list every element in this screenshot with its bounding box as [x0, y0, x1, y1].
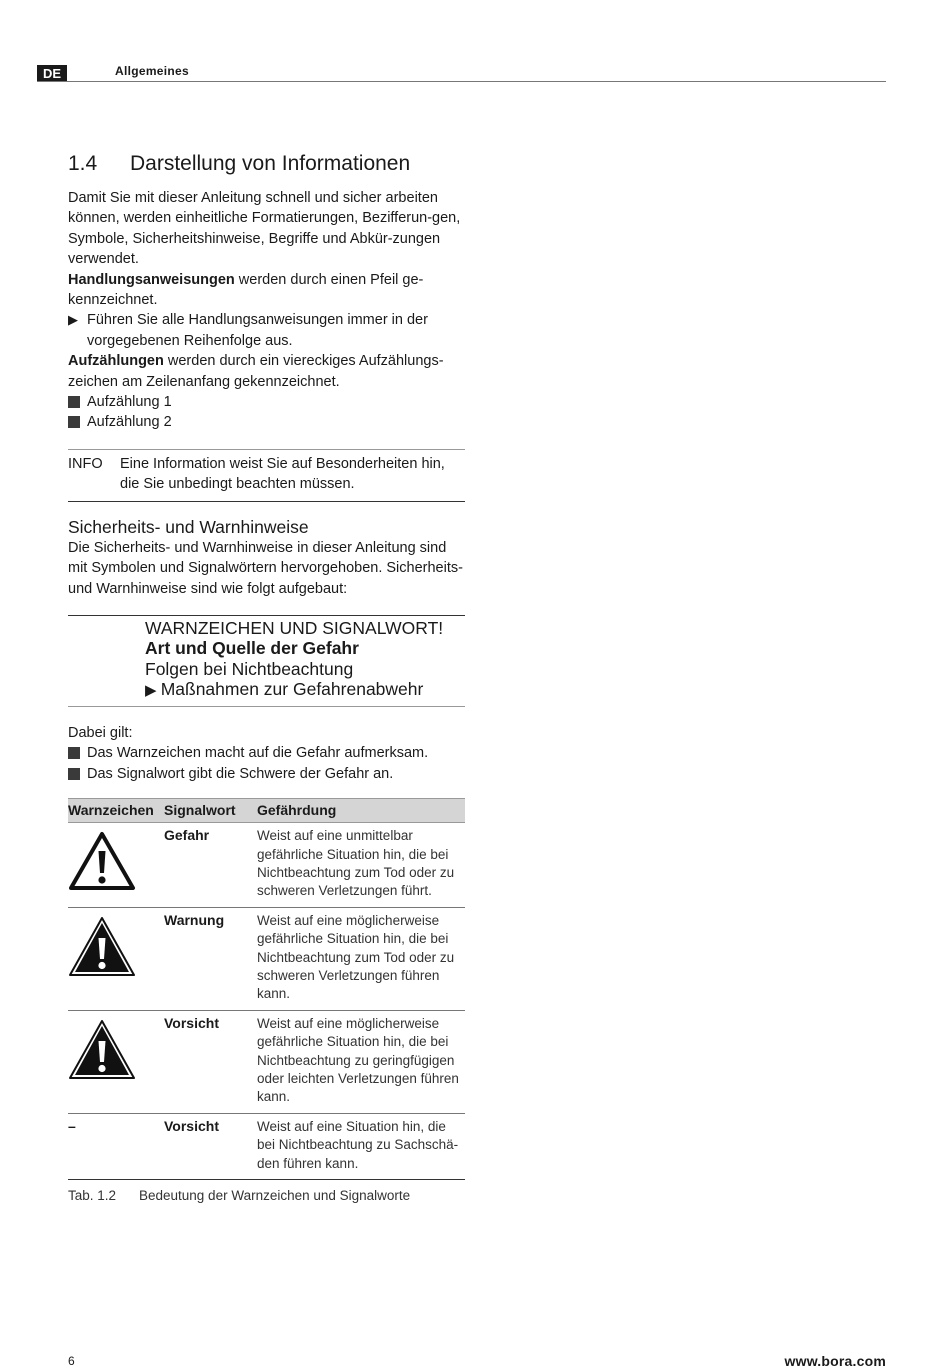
- table-row: [68, 1113, 465, 1179]
- column-header: Warnzeichen: [68, 799, 164, 823]
- page-content: [68, 148, 465, 1203]
- warning-triangle-filled-icon: [68, 1019, 136, 1081]
- safety-paragraph: Die Sicherheits- und Warnhinweise in dieser Anleitung sind mit Symbolen und Signalwörtern hervorgehoben. Sicherheits- und Warnhinweise sind wie folgt aufgebaut:: [68, 539, 463, 597]
- section-title: Darstellung von Informationen: [130, 152, 411, 175]
- table-row: [68, 1010, 465, 1113]
- intro-paragraph: Damit Sie mit dieser Anleitung schnell und sicher arbeiten können, werden einheitliche Formatierungen, Bezifferun-gen, Symbole, Sicherheitshinweise, Begriffe und Abkür-zungen verwendet.: [68, 190, 461, 268]
- info-text: Eine Information weist Sie auf Besonderheiten hin, die Sie unbedingt beachten müssen.: [120, 455, 445, 493]
- warning-structure-box: [68, 615, 465, 707]
- signal-word: Gefahr: [164, 823, 257, 908]
- list-item: [68, 392, 465, 412]
- safety-heading: Sicherheits- und Warnhinweise: [68, 516, 309, 537]
- warning-signal-line: WARNZEICHEN UND SIGNALWORT!: [145, 617, 444, 638]
- warning-triangle-outline-icon: [68, 831, 136, 891]
- table-caption: [68, 1188, 465, 1203]
- warning-consequence-line: Folgen bei Nichtbeachtung: [145, 658, 354, 679]
- action-instruction-text: Führen Sie alle Handlungsanweisungen immer in der vorgegebenen Reihenfolge aus.: [87, 312, 428, 349]
- section-heading: [68, 148, 465, 188]
- section-number: 1.4: [68, 152, 98, 175]
- square-bullet-icon: [68, 416, 80, 428]
- list-item: [68, 743, 465, 763]
- arrow-right-icon: ▶: [145, 682, 161, 700]
- table-row: [68, 907, 465, 1010]
- hazard-description: Weist auf eine Situation hin, die bei Nichtbeachtung zu Sachschä-den führen kann.: [257, 1113, 465, 1179]
- square-bullet-icon: [68, 768, 80, 780]
- info-box: [68, 449, 465, 502]
- table-row: [68, 823, 465, 908]
- warning-source-line: Art und Quelle der Gefahr: [145, 638, 359, 659]
- list-item-text: Aufzählung 1: [87, 394, 172, 411]
- warning-measures-line: [145, 679, 465, 702]
- header-divider: [37, 81, 886, 82]
- dabei-intro: Dabei gilt:: [68, 724, 133, 741]
- aufzaehlung-term: Aufzählungen: [68, 353, 164, 370]
- warning-icon-cell: [68, 1010, 164, 1113]
- warning-icon-cell: [68, 823, 164, 908]
- info-label: INFO: [68, 455, 103, 472]
- hazard-description: Weist auf eine unmittelbar gefährliche Situation hin, die bei Nichtbeachtung zum Tod oder zu schweren Verletzungen führt.: [257, 823, 465, 908]
- arrow-right-icon: ▶: [68, 312, 78, 328]
- page-number: 6: [68, 1354, 75, 1368]
- dabei-block: [68, 723, 465, 784]
- signal-word-table: [68, 798, 465, 1180]
- language-badge: DE: [37, 65, 67, 82]
- column-header: Gefährdung: [257, 799, 465, 823]
- warning-icon-cell: [68, 907, 164, 1010]
- signal-word: Vorsicht: [164, 1113, 257, 1179]
- hazard-description: Weist auf eine möglicherweise gefährliche Situation hin, die bei Nichtbeachtung zu geringfügigen oder leichten Verletzungen führen kann.: [257, 1010, 465, 1113]
- column-header: Signalwort: [164, 799, 257, 823]
- list-item: [68, 764, 465, 784]
- action-instruction-example: [68, 310, 465, 351]
- caption-label: Tab. 1.2: [68, 1188, 117, 1204]
- square-bullet-icon: [68, 396, 80, 408]
- signal-word: Warnung: [164, 907, 257, 1010]
- warning-symbol-dash: –: [68, 1113, 164, 1179]
- aufzaehlung-paragraph: [68, 351, 465, 392]
- table-header-row: [68, 799, 465, 823]
- hazard-description: Weist auf eine möglicherweise gefährliche Situation hin, die bei Nichtbeachtung zum Tod oder zu schweren Verletzungen führen kann.: [257, 907, 465, 1010]
- warning-measures-text: Maßnahmen zur Gefahrenabwehr: [160, 679, 424, 700]
- list-item: [68, 412, 465, 432]
- square-bullet-icon: [68, 747, 80, 759]
- aufzaehlung-description: werden durch ein viereckiges Aufzählungs-zeichen am Zeilenanfang gekennzeichnet.: [68, 353, 444, 390]
- list-item-text: Aufzählung 2: [87, 414, 172, 431]
- list-item-text: Das Signalwort gibt die Schwere der Gefahr an.: [87, 765, 394, 782]
- warning-triangle-filled-icon: [68, 916, 136, 978]
- signal-word: Vorsicht: [164, 1010, 257, 1113]
- handlung-description: werden durch einen Pfeil ge-kennzeichnet.: [68, 271, 424, 309]
- chapter-header: Allgemeines: [115, 64, 189, 78]
- footer-url: www.bora.com: [784, 1353, 886, 1369]
- handlung-paragraph: [68, 270, 465, 311]
- caption-text: Bedeutung der Warnzeichen und Signalworte: [139, 1188, 411, 1204]
- handlung-term: Handlungsanweisungen: [68, 271, 235, 288]
- list-item-text: Das Warnzeichen macht auf die Gefahr aufmerksam.: [87, 745, 429, 762]
